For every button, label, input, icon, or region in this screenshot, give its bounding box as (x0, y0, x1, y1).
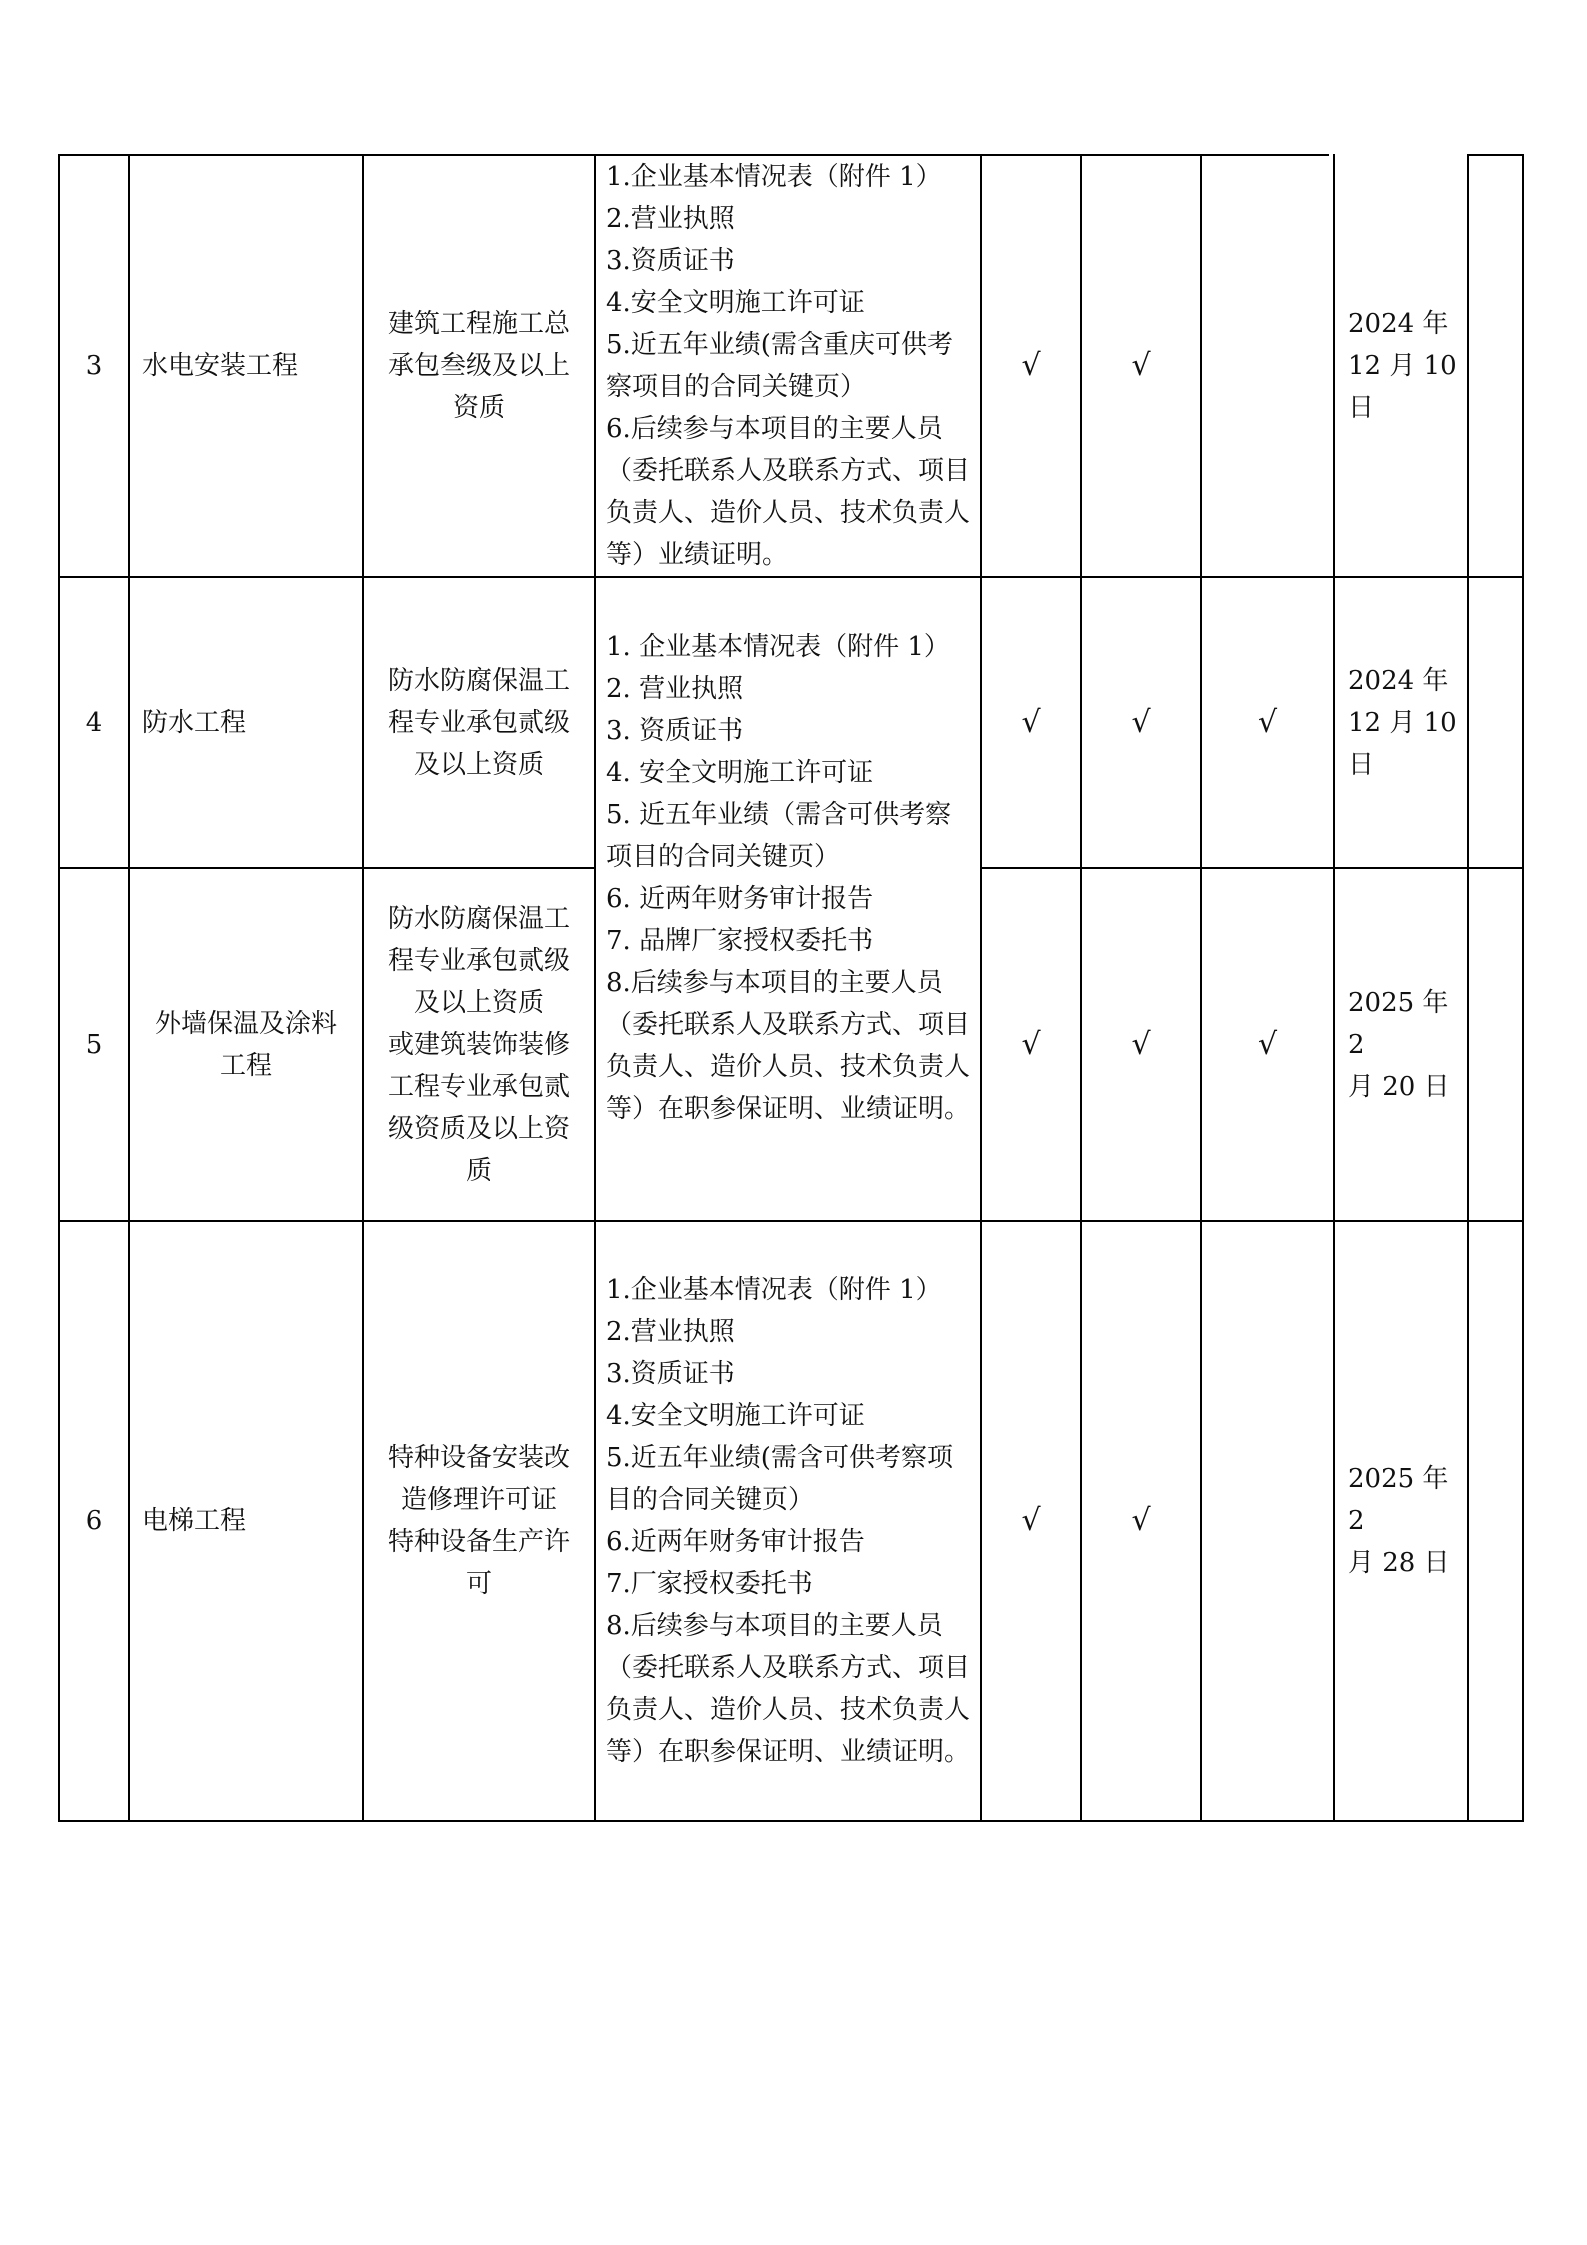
requirements-list (606, 626, 974, 1130)
requirement-item: 1.企业基本情况表（附件 1） (606, 1275, 942, 1305)
check-mark: √ (1131, 1503, 1151, 1538)
qualification-cell (364, 156, 594, 576)
check-mark: √ (1021, 1026, 1041, 1062)
check-mark: √ (1131, 1026, 1151, 1062)
check-cell-1 (982, 1222, 1080, 1820)
requirement-item: 1. 企业基本情况表（附件 1） (606, 632, 950, 662)
qualification-text: 防水防腐保温工 程专业承包贰级 及以上资质 (387, 665, 570, 780)
row-number-cell (60, 156, 128, 576)
row-number: 4 (85, 707, 103, 738)
table-top-border-right (1467, 154, 1524, 156)
qualification-text: 建筑工程施工总 承包叁级及以上 资质 (387, 309, 570, 423)
check-cell-2 (1082, 578, 1200, 867)
col-border-3 (594, 154, 596, 1822)
date-text: 2025 年 2 月 20 日 (1348, 987, 1450, 1102)
row-number-cell (60, 578, 128, 867)
requirement-item: 4.安全文明施工许可证 (606, 1401, 865, 1431)
row-number-cell (60, 1222, 128, 1820)
row-number-cell (60, 869, 128, 1220)
qualification-text: 特种设备安装改 造修理许可证 特种设备生产许 可 (387, 1443, 570, 1599)
project-name: 防水工程 (142, 707, 247, 738)
row-number: 6 (85, 1506, 103, 1536)
check-cell-1 (982, 578, 1080, 867)
requirements-cell (606, 156, 974, 576)
requirement-item: 1.企业基本情况表（附件 1） (606, 162, 942, 192)
project-name: 水电安装工程 (142, 351, 299, 381)
qualification-cell (364, 869, 594, 1220)
date-cell (1348, 156, 1467, 576)
date-text: 2024 年 12 月 10 日 (1348, 309, 1457, 423)
check-mark: √ (1257, 704, 1278, 740)
requirement-item: 8.后续参与本项目的主要人员（委托联系人及联系方式、项目负责人、造价人员、技术负责人等）在职参保证明、业绩证明。 (606, 1611, 971, 1767)
requirement-item: 6.后续参与本项目的主要人员（委托联系人及联系方式、项目负责人、造价人员、技术负责人等）业绩证明。 (606, 414, 971, 570)
check-cell-3 (1202, 578, 1333, 867)
date-cell (1348, 578, 1467, 867)
row-number: 5 (85, 1029, 103, 1060)
requirement-item: 3.资质证书 (606, 246, 735, 276)
requirement-item: 4.安全文明施工许可证 (606, 288, 865, 318)
requirement-item: 7.厂家授权委托书 (606, 1569, 813, 1599)
date-cell (1348, 1222, 1467, 1820)
col-border-9 (1522, 154, 1524, 1822)
check-cell-3 (1202, 869, 1333, 1220)
requirement-item: 6.近两年财务审计报告 (606, 1527, 865, 1557)
project-name-cell (142, 1222, 362, 1820)
requirement-item: 3.资质证书 (606, 1359, 735, 1389)
check-mark: √ (1021, 1503, 1041, 1538)
check-mark: √ (1021, 348, 1041, 383)
requirement-item: 7. 品牌厂家授权委托书 (606, 926, 874, 956)
requirement-item: 5.近五年业绩(需含重庆可供考察项目的合同关键页） (606, 330, 953, 402)
requirement-item: 2.营业执照 (606, 204, 735, 234)
project-name: 电梯工程 (142, 1506, 247, 1536)
project-name: 外墙保温及涂料 工程 (154, 1008, 337, 1081)
col-border-7 (1333, 154, 1335, 1822)
requirement-item: 3. 资质证书 (606, 716, 744, 746)
requirement-item: 6. 近两年财务审计报告 (606, 884, 874, 914)
check-cell-3 (1202, 156, 1333, 576)
project-name-cell (130, 869, 362, 1220)
requirement-item: 5. 近五年业绩（需含可供考察项目的合同关键页） (606, 800, 952, 872)
project-name-cell (142, 578, 362, 867)
qualification-text: 防水防腐保温工 程专业承包贰级 及以上资质 或建筑装饰装修 工程专业承包贰 级资质及以上资 质 (387, 903, 570, 1186)
project-name-cell (142, 156, 362, 576)
requirements-cell (606, 1222, 974, 1820)
requirements-list (606, 156, 974, 576)
requirement-item: 2.营业执照 (606, 1317, 735, 1347)
requirement-item: 8.后续参与本项目的主要人员（委托联系人及联系方式、项目负责人、造价人员、技术负责人等）在职参保证明、业绩证明。 (606, 968, 971, 1124)
date-text: 2025 年 2 月 28 日 (1348, 1464, 1450, 1578)
row-number: 3 (85, 351, 103, 381)
requirement-item: 5.近五年业绩(需含可供考察项目的合同关键页） (606, 1443, 953, 1515)
col-border-8 (1467, 154, 1469, 1822)
check-mark: √ (1257, 1026, 1278, 1062)
check-cell-2 (1082, 869, 1200, 1220)
check-mark: √ (1131, 348, 1151, 383)
qualification-cell (364, 578, 594, 867)
check-mark: √ (1131, 704, 1151, 740)
requirement-item: 2. 营业执照 (606, 674, 744, 704)
date-cell (1348, 869, 1467, 1220)
check-mark: √ (1021, 704, 1041, 740)
table-bottom-border (58, 1820, 1524, 1822)
check-cell-2 (1082, 1222, 1200, 1820)
requirements-list (606, 1269, 974, 1773)
check-cell-1 (982, 869, 1080, 1220)
check-cell-3 (1202, 1222, 1333, 1820)
qualification-cell (364, 1222, 594, 1820)
check-cell-1 (982, 156, 1080, 576)
date-text: 2024 年 12 月 10 日 (1348, 665, 1457, 780)
check-cell-2 (1082, 156, 1200, 576)
requirement-item: 4. 安全文明施工许可证 (606, 758, 874, 788)
requirements-cell-merged (606, 578, 974, 1220)
